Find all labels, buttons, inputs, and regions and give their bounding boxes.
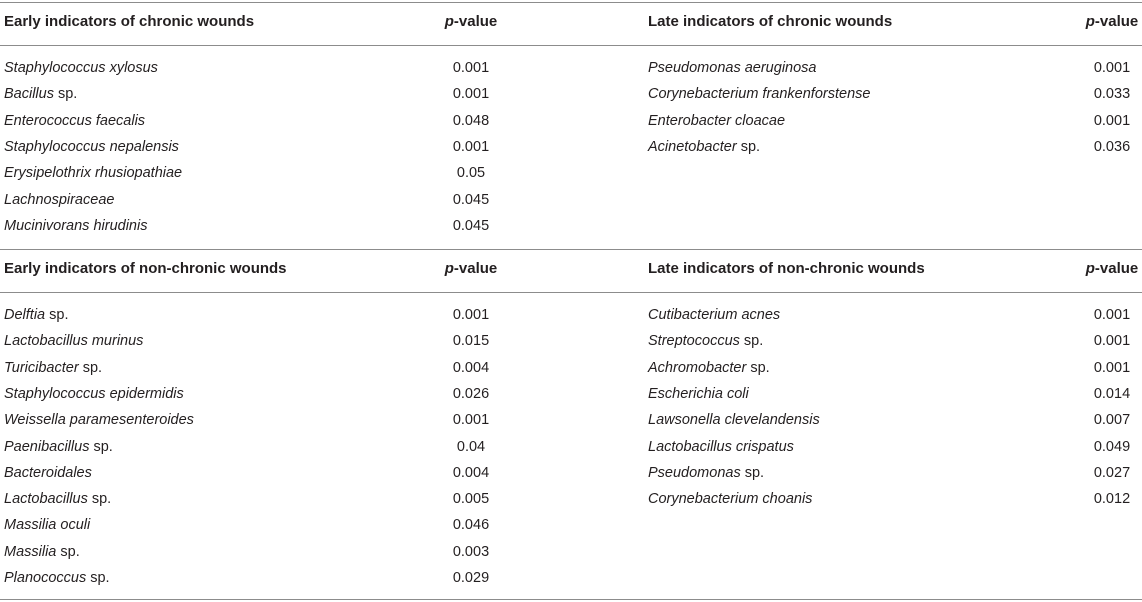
right-species-name	[648, 58, 816, 78]
right-species-name	[648, 331, 763, 351]
species-suffix: sp.	[78, 359, 103, 376]
pvalue-suffix: -value	[453, 260, 498, 277]
species-suffix: sp.	[53, 86, 78, 103]
left-species-name	[4, 410, 194, 430]
left-p-value: 0.045	[452, 217, 490, 234]
left-p-value: 0.004	[452, 359, 490, 376]
species-suffix: sp.	[739, 333, 764, 350]
species-italic: Lactobacillus crispatus	[648, 438, 794, 455]
pvalue-suffix: -value	[1094, 260, 1139, 277]
species-italic: Weissella paramesenteroides	[4, 412, 194, 429]
left-p-value: 0.001	[452, 412, 490, 429]
left-species-name	[4, 190, 114, 210]
right-p-value: 0.033	[1093, 86, 1131, 103]
left-species-name	[4, 137, 179, 157]
left-p-value: 0.046	[452, 517, 490, 534]
left-species-name	[4, 84, 77, 104]
left-p-value: 0.001	[452, 138, 490, 155]
right-pvalue-header	[1072, 259, 1142, 279]
right-species-name	[648, 384, 749, 404]
species-suffix: sp.	[56, 543, 80, 560]
species-italic: Lawsonella clevelandensis	[648, 412, 820, 429]
right-p-value: 0.027	[1093, 464, 1131, 481]
species-italic: Enterococcus faecalis	[4, 112, 146, 129]
left-species-name	[4, 305, 68, 325]
pvalue-suffix: -value	[453, 13, 498, 30]
left-p-value: 0.001	[452, 60, 490, 76]
left-p-value: 0.015	[452, 333, 490, 350]
species-italic: Erysipelothrix rhusiopathiae	[4, 165, 183, 182]
species-italic: Mucinivorans hirudinis	[4, 217, 148, 234]
right-species-name	[648, 463, 764, 483]
species-italic: Enterobacter cloacae	[648, 112, 786, 129]
species-italic: Massilia oculi	[4, 517, 91, 534]
species-italic: Lactobacillus	[4, 491, 88, 508]
species-suffix: sp.	[86, 570, 110, 586]
species-suffix: sp.	[45, 307, 69, 323]
left-p-value: 0.003	[452, 543, 490, 560]
right-species-name	[648, 489, 812, 509]
right-p-value: 0.001	[1093, 60, 1131, 76]
table-bottom-rule	[0, 599, 1142, 600]
left-species-name	[4, 358, 102, 378]
species-suffix: sp.	[736, 138, 761, 155]
right-p-value: 0.049	[1093, 438, 1131, 455]
left-p-value: 0.045	[452, 191, 490, 208]
right-species-name	[648, 137, 760, 157]
species-italic: Delftia	[4, 307, 46, 323]
species-suffix: sp.	[746, 359, 770, 376]
left-p-value: 0.001	[452, 307, 490, 323]
left-pvalue-header	[431, 12, 511, 32]
species-italic: Staphylococcus xylosus	[4, 60, 158, 76]
right-pvalue-header	[1072, 12, 1142, 32]
left-species-name	[4, 58, 158, 78]
left-column-header: Early indicators of chronic wounds	[4, 13, 255, 30]
left-species-name	[4, 384, 184, 404]
species-italic: Staphylococcus nepalensis	[4, 138, 179, 155]
species-italic: Escherichia coli	[648, 385, 749, 402]
pvalue-italic-p: p	[444, 260, 454, 277]
right-species-name	[648, 358, 770, 378]
species-italic: Achromobacter	[648, 359, 747, 376]
right-species-name	[648, 305, 780, 325]
species-italic: Bacteroidales	[4, 464, 92, 481]
left-p-value: 0.05	[456, 165, 486, 182]
species-italic: Streptococcus	[648, 333, 740, 350]
species-italic: Cutibacterium acnes	[648, 307, 781, 323]
left-p-value: 0.005	[452, 491, 490, 508]
left-species-name	[4, 542, 80, 562]
left-species-name	[4, 489, 111, 509]
left-species-name	[4, 111, 145, 131]
pvalue-suffix: -value	[1094, 13, 1139, 30]
left-column-header: Early indicators of non-chronic wounds	[4, 260, 287, 277]
right-species-name	[648, 410, 820, 430]
right-p-value: 0.014	[1093, 385, 1131, 402]
header-rule	[0, 292, 1142, 293]
right-p-value: 0.036	[1093, 138, 1131, 155]
left-species-name	[4, 216, 147, 236]
species-italic: Acinetobacter	[648, 138, 737, 155]
right-p-value: 0.001	[1093, 112, 1131, 129]
species-suffix: sp.	[87, 491, 112, 508]
left-p-value: 0.04	[456, 438, 486, 455]
pvalue-italic-p: p	[1085, 13, 1095, 30]
species-italic: Corynebacterium choanis	[648, 491, 813, 508]
species-italic: Pseudomonas aeruginosa	[648, 60, 817, 76]
right-species-name	[648, 84, 870, 104]
left-species-name	[4, 331, 143, 351]
left-p-value: 0.004	[452, 464, 490, 481]
right-p-value: 0.001	[1093, 307, 1131, 323]
right-species-name	[648, 437, 794, 457]
left-p-value: 0.048	[452, 112, 490, 129]
section-divider	[0, 249, 1142, 250]
species-italic: Paenibacillus	[4, 438, 90, 455]
left-species-name	[4, 515, 90, 535]
species-italic: Massilia	[4, 543, 57, 560]
species-italic: Lactobacillus murinus	[4, 333, 144, 350]
right-p-value: 0.012	[1093, 491, 1131, 508]
right-p-value: 0.001	[1093, 333, 1131, 350]
left-p-value: 0.001	[452, 86, 490, 103]
species-italic: Staphylococcus epidermidis	[4, 385, 184, 402]
right-column-header: Late indicators of chronic wounds	[648, 13, 893, 30]
species-italic: Planococcus	[4, 570, 87, 586]
pvalue-italic-p: p	[1085, 260, 1095, 277]
pvalue-italic-p: p	[444, 13, 454, 30]
left-species-name	[4, 437, 113, 457]
table-top-rule	[0, 2, 1142, 3]
header-rule	[0, 45, 1142, 46]
species-suffix: sp.	[89, 438, 113, 455]
left-pvalue-header	[431, 259, 511, 279]
species-italic: Corynebacterium frankenforstense	[648, 86, 871, 103]
left-p-value: 0.029	[452, 570, 490, 586]
right-column-header: Late indicators of non-chronic wounds	[648, 260, 925, 277]
species-suffix: sp.	[740, 464, 765, 481]
left-species-name	[4, 163, 182, 183]
species-italic: Lachnospiraceae	[4, 191, 115, 208]
right-species-name	[648, 111, 785, 131]
right-p-value: 0.007	[1093, 412, 1131, 429]
right-p-value: 0.001	[1093, 359, 1131, 376]
species-italic: Pseudomonas	[648, 464, 741, 481]
left-species-name	[4, 568, 110, 588]
species-italic: Bacillus	[4, 86, 54, 103]
left-p-value: 0.026	[452, 385, 490, 402]
species-italic: Turicibacter	[4, 359, 79, 376]
left-species-name	[4, 463, 92, 483]
